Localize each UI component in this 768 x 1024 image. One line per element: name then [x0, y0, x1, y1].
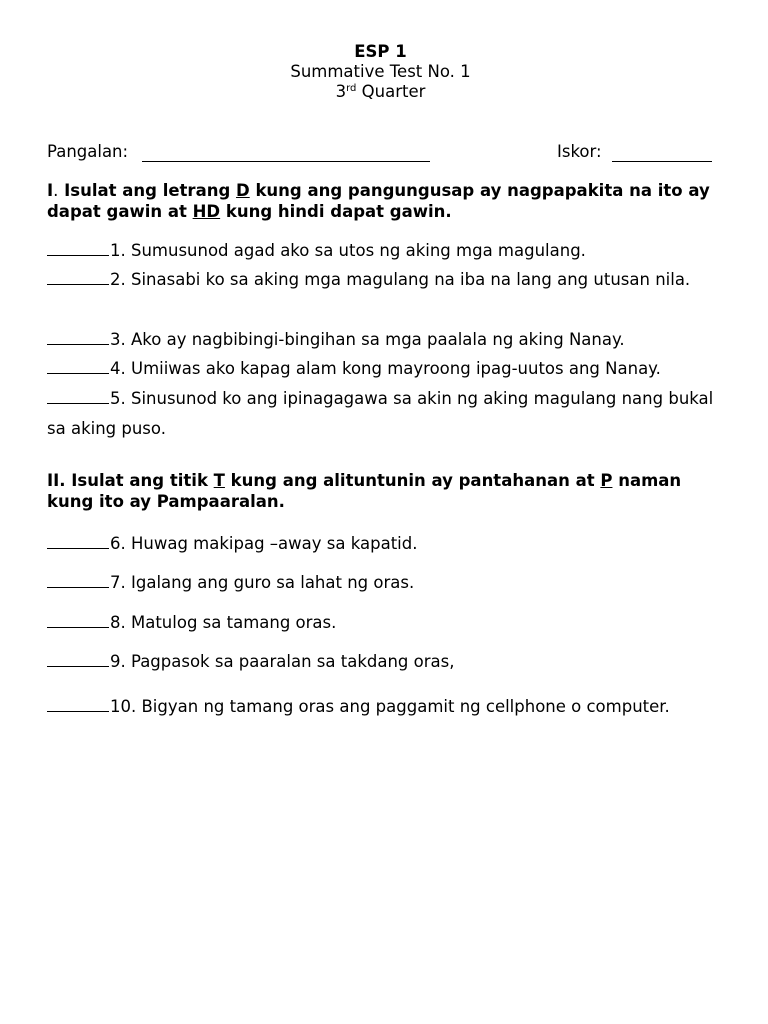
answer-blank[interactable] [47, 666, 109, 667]
list-item [47, 568, 719, 598]
item-text: 6. Huwag makipag –away sa kapatid. [110, 534, 418, 553]
answer-blank[interactable] [47, 255, 109, 256]
item-text: 2. Sinasabi ko sa aking mga magulang na iba na lang ang utusan nila. [110, 270, 691, 289]
list-item [47, 265, 719, 295]
name-label: Pangalan: [47, 142, 129, 161]
list-item [47, 384, 719, 443]
letter-p: P [600, 471, 613, 490]
section2-text-a: II. Isulat ang titik [47, 471, 214, 490]
item-text: 10. Bigyan ng tamang oras ang paggamit ng cellphone o computer. [110, 697, 670, 716]
section1-dot: . [53, 181, 59, 200]
document-header [42, 42, 719, 102]
score-blank-line[interactable] [612, 161, 712, 162]
answer-blank[interactable] [47, 711, 109, 712]
name-blank-line[interactable] [142, 161, 430, 162]
letter-t: T [213, 471, 225, 490]
section1-text-b: kung ang pangungusap ay nagpapakita na ito ay dapat gawin at [47, 181, 710, 221]
answer-blank[interactable] [47, 627, 109, 628]
quarter-number: 3 [335, 82, 347, 101]
section2-text-c: naman kung ito ay Pampaaralan. [47, 471, 682, 511]
list-item [47, 354, 719, 384]
quarter-ordinal-suffix: rd [346, 83, 357, 94]
document-title: ESP 1 [354, 42, 407, 61]
answer-blank[interactable] [47, 344, 109, 345]
answer-blank[interactable] [47, 284, 109, 285]
test-sheet [47, 42, 719, 716]
list-item [47, 687, 719, 727]
item-text: 9. Pagpasok sa paaralan sa takdang oras, [110, 652, 455, 671]
answer-blank[interactable] [47, 373, 109, 374]
section1-roman: I [47, 181, 54, 200]
item-text: 1. Sumusunod agad ako sa utos ng aking mga magulang. [110, 241, 586, 260]
list-item [47, 236, 719, 266]
list-item [47, 325, 719, 355]
quarter-word: Quarter [361, 82, 426, 101]
answer-blank[interactable] [47, 548, 109, 549]
item-text: 3. Ako ay nagbibingi-bingihan sa mga paalala ng aking Nanay. [110, 330, 625, 349]
item-text: 5. Sinusunod ko ang ipinagagawa sa akin ng aking magulang nang bukal sa aking puso. [47, 389, 714, 438]
section1-instruction [47, 180, 719, 222]
item-text: 7. Igalang ang guro sa lahat ng oras. [110, 573, 415, 592]
section2-text-b: kung ang alituntunin ay pantahanan at [224, 471, 601, 490]
list-item [47, 529, 719, 559]
section2-instruction [47, 470, 719, 512]
list-item [47, 608, 719, 638]
score-label: Iskor: [557, 142, 602, 161]
section1-text-c: kung hindi dapat gawin. [220, 202, 452, 221]
answer-blank[interactable] [47, 403, 109, 404]
section1-text-a: Isulat ang letrang [58, 181, 237, 200]
item-text: 8. Matulog sa tamang oras. [110, 613, 337, 632]
document-quarter [42, 82, 719, 102]
document-subtitle: Summative Test No. 1 [290, 62, 471, 81]
item-text: 4. Umiiwas ako kapag alam kong mayroong ipag-uutos ang Nanay. [110, 359, 661, 378]
list-item [47, 647, 719, 677]
letter-hd: HD [192, 202, 221, 221]
answer-blank[interactable] [47, 587, 109, 588]
student-info-row [47, 142, 719, 164]
letter-d: D [236, 181, 250, 200]
